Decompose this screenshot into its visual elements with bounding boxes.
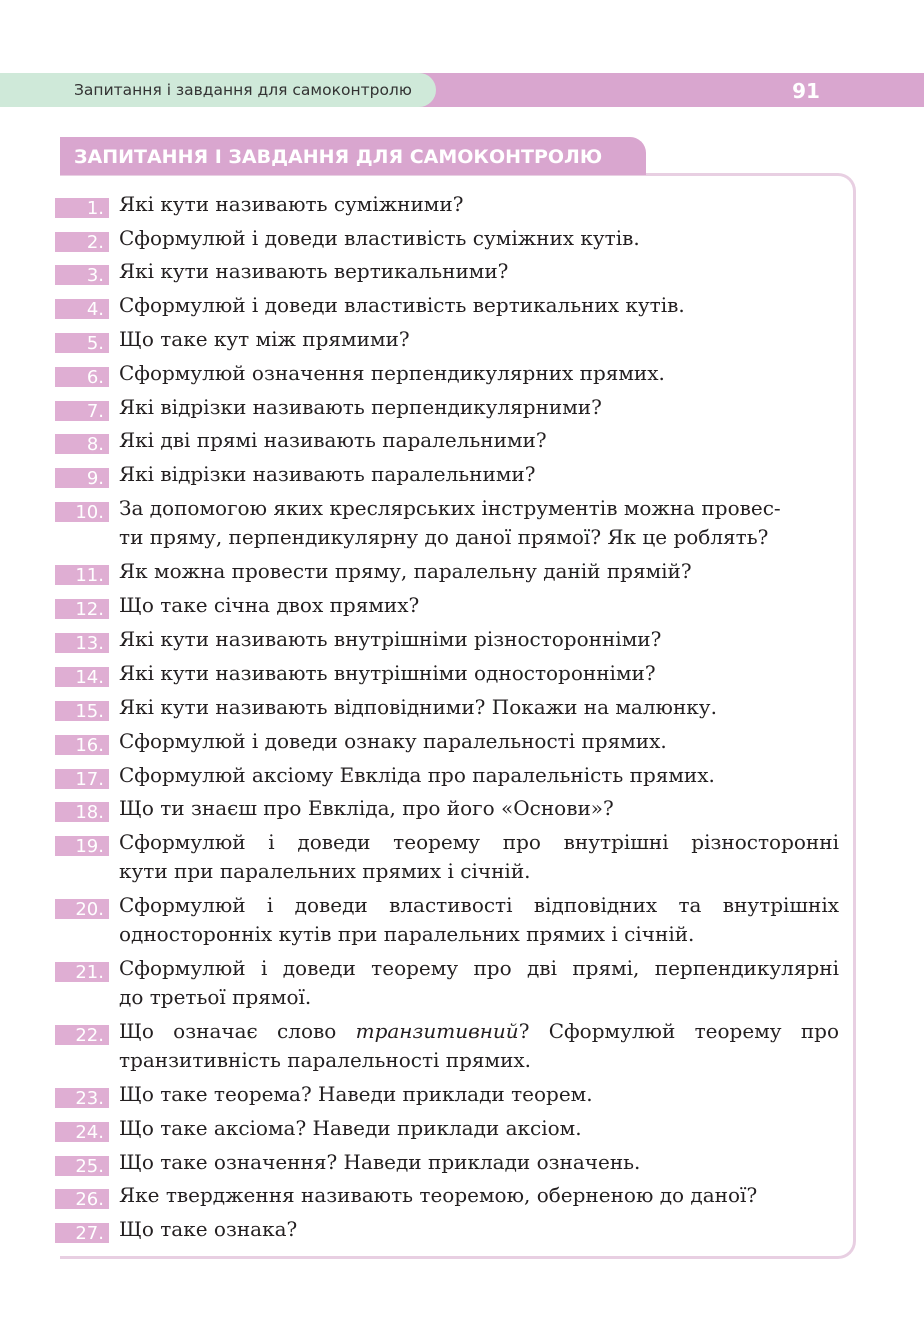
question-text: Що таке теорема? Наведи приклади теорем. xyxy=(119,1082,593,1106)
question-number: 15. xyxy=(55,701,109,721)
question-number: 26. xyxy=(55,1189,109,1209)
running-title: Запитання і завдання для самоконтролю xyxy=(0,73,436,107)
question-text: Які відрізки називають паралельними? xyxy=(119,462,536,486)
question-text-line: кути при паралельних прямих і січній. xyxy=(119,859,531,883)
question-number: 17. xyxy=(55,769,109,789)
question-text: Що таке ознака? xyxy=(119,1217,298,1241)
page-number: 91 xyxy=(792,79,820,103)
question-text: Які кути називають відповідними? Покажи на малюнку. xyxy=(119,695,717,719)
question-text: Яке твердження називають теоремою, оберненою до даної? xyxy=(119,1183,758,1207)
section-title: ЗАПИТАННЯ І ЗАВДАННЯ ДЛЯ САМОКОНТРОЛЮ xyxy=(60,137,646,175)
question-number: 27. xyxy=(55,1223,109,1243)
question-number: 2. xyxy=(55,232,109,252)
question-text: Які кути називають внутрішніми різносторонніми? xyxy=(119,627,662,651)
question-text: Сформулюй і доведи властивість суміжних кутів. xyxy=(119,226,640,250)
question-text-line: до третьої прямої. xyxy=(119,985,312,1009)
question-text: Що таке січна двох прямих? xyxy=(119,593,420,617)
question-text-line: односторонніх кутів при паралельних прямих і січній. xyxy=(119,922,695,946)
question-number: 7. xyxy=(55,401,109,421)
question-text xyxy=(119,891,839,949)
question-number: 9. xyxy=(55,468,109,488)
question-number: 1. xyxy=(55,198,109,218)
question-text-part: ? Сформулюй теорему про xyxy=(518,1019,840,1043)
question-text: Що таке аксіома? Наведи приклади аксіом. xyxy=(119,1116,582,1140)
question-text-line: Сформулюй і доведи теорему про дві прямі, перпендикулярні xyxy=(119,956,839,980)
question-text: Які кути називають суміжними? xyxy=(119,192,464,216)
question-text-line: Сформулюй і доведи теорему про внутрішні різносторонні xyxy=(119,830,839,854)
question-text: Які кути називають внутрішніми односторонніми? xyxy=(119,661,656,685)
question-number: 13. xyxy=(55,633,109,653)
question-number: 14. xyxy=(55,667,109,687)
question-text-italic: транзитивний xyxy=(355,1019,519,1043)
question-text xyxy=(119,954,839,1012)
question-text-line xyxy=(119,1017,839,1046)
question-number: 10. xyxy=(55,502,109,522)
question-text: Сформулюй і доведи властивість вертикальних кутів. xyxy=(119,293,685,317)
question-text: Як можна провести пряму, паралельну даній прямій? xyxy=(119,559,692,583)
question-text-line: Сформулюй і доведи властивості відповідних та внутрішніх xyxy=(119,893,839,917)
question-text: Що ти знаєш про Евкліда, про його «Основи»? xyxy=(119,796,614,820)
question-text xyxy=(119,494,839,552)
question-text-line: ти пряму, перпендикулярну до даної прямої? Як це роблять? xyxy=(119,525,769,549)
question-text: Які кути називають вертикальними? xyxy=(119,259,509,283)
question-number: 25. xyxy=(55,1156,109,1176)
question-text-line: За допомогою яких креслярських інструментів можна провес- xyxy=(119,496,781,520)
question-text: Сформулюй означення перпендикулярних прямих. xyxy=(119,361,665,385)
question-text xyxy=(119,1017,839,1075)
question-number: 20. xyxy=(55,899,109,919)
question-text: Сформулюй аксіому Евкліда про паралельність прямих. xyxy=(119,763,715,787)
question-number: 24. xyxy=(55,1122,109,1142)
question-number: 19. xyxy=(55,836,109,856)
question-text: Які дві прямі називають паралельними? xyxy=(119,428,547,452)
question-text-part: Що означає слово xyxy=(119,1019,356,1043)
question-number: 22. xyxy=(55,1025,109,1045)
question-number: 8. xyxy=(55,434,109,454)
question-number: 6. xyxy=(55,367,109,387)
question-number: 12. xyxy=(55,599,109,619)
question-number: 18. xyxy=(55,802,109,822)
question-number: 11. xyxy=(55,565,109,585)
question-text xyxy=(119,828,839,886)
question-text: Які відрізки називають перпендикулярними? xyxy=(119,395,602,419)
question-number: 21. xyxy=(55,962,109,982)
question-number: 3. xyxy=(55,265,109,285)
question-text: Що таке означення? Наведи приклади означень. xyxy=(119,1150,641,1174)
question-text-line: транзитивність паралельності прямих. xyxy=(119,1048,532,1072)
question-number: 4. xyxy=(55,299,109,319)
question-number: 16. xyxy=(55,735,109,755)
question-text: Сформулюй і доведи ознаку паралельності прямих. xyxy=(119,729,667,753)
question-number: 23. xyxy=(55,1088,109,1108)
question-number: 5. xyxy=(55,333,109,353)
question-text: Що таке кут між прямими? xyxy=(119,327,410,351)
